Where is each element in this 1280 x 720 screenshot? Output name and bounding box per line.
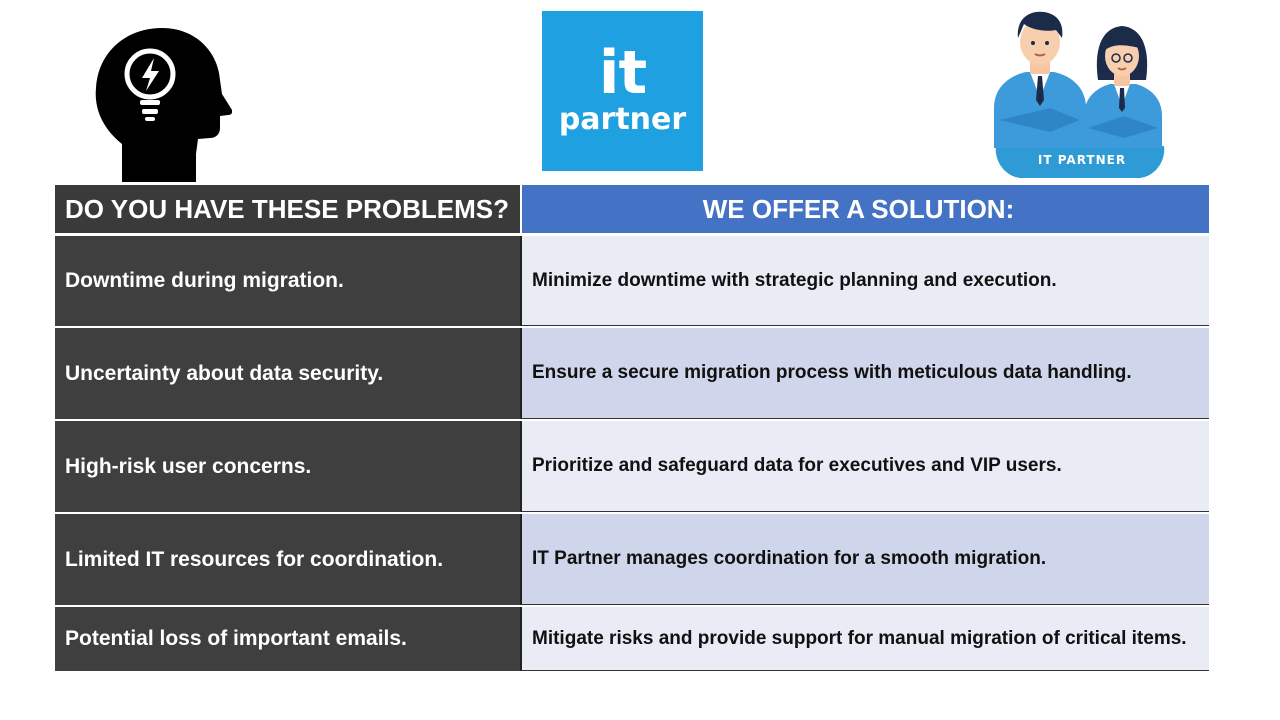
table-row	[55, 605, 1209, 671]
table-header-row	[55, 185, 1209, 233]
problem-cell: Uncertainty about data security.	[55, 328, 522, 419]
problem-cell: Potential loss of important emails.	[55, 607, 522, 671]
solution-cell: Ensure a secure migration process with meticulous data handling.	[522, 328, 1209, 419]
table-row	[55, 512, 1209, 605]
table-body	[55, 233, 1209, 671]
problem-cell: Limited IT resources for coordination.	[55, 514, 522, 605]
problem-cell: Downtime during migration.	[55, 236, 522, 326]
problem-cell: High-risk user concerns.	[55, 421, 522, 512]
solution-cell: IT Partner manages coordination for a smooth migration.	[522, 514, 1209, 605]
solution-cell: Minimize downtime with strategic planning and execution.	[522, 236, 1209, 326]
people-banner-label: IT PARTNER	[1037, 153, 1127, 167]
logo-line-2: partner	[558, 102, 687, 137]
solution-cell: Prioritize and safeguard data for executives and VIP users.	[522, 421, 1209, 512]
header-solutions: WE OFFER A SOLUTION:	[522, 185, 1209, 233]
logo-line-1: it	[598, 38, 647, 108]
solution-cell: Mitigate risks and provide support for manual migration of critical items.	[522, 607, 1209, 671]
table-row	[55, 233, 1209, 326]
head-lightbulb-icon	[92, 24, 232, 182]
problems-solutions-table	[55, 185, 1209, 671]
table-row	[55, 326, 1209, 419]
it-partner-logo	[542, 11, 703, 171]
table-row	[55, 419, 1209, 512]
header-problems: DO YOU HAVE THESE PROBLEMS?	[55, 185, 522, 233]
